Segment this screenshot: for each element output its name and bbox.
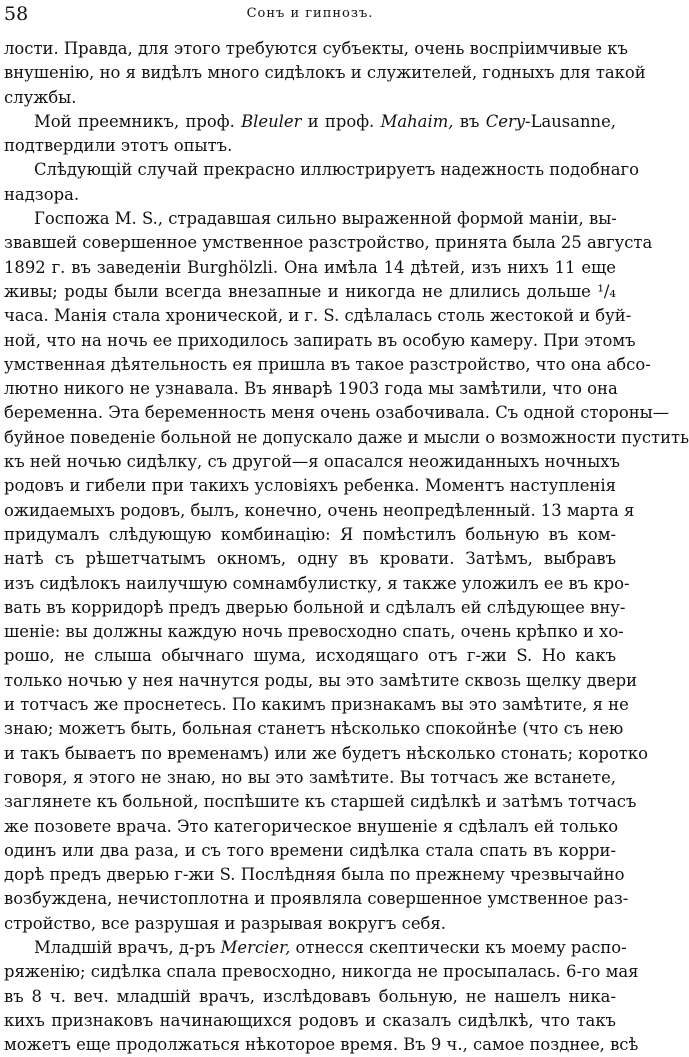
text-line: лютно никого не узнавала. Въ январѣ 1903 года мы замѣтили, что она — [4, 379, 618, 399]
text-line: заглянете къ больной, поспѣшите къ старшей сидѣлкѣ и затѣмъ тотчасъ — [4, 792, 637, 812]
text-line: 1892 г. въ заведеніи Burghölzli. Она имѣла 14 дѣтей, изъ нихъ 11 еще — [4, 257, 616, 277]
text-line: шеніе: вы должны каждую ночь превосходно спать, очень крѣпко и хо- — [4, 622, 624, 642]
text-line: буйное поведеніе больной не допускало даже и мысли о возможности пустить — [4, 427, 689, 447]
text-line: рошо, не слыша обычнаго шума, исходящаго отъ г-жи S. Но какъ — [4, 646, 616, 666]
text-line: къ ней ночью сидѣлку, съ другой—я опасался неожиданныхъ ночныхъ — [4, 452, 620, 472]
text-segment: и проф. — [301, 111, 381, 131]
text-line: только ночью у нея начнутся роды, вы это замѣтите сквозь щелку двери — [4, 670, 638, 690]
text-line: кихъ признаковъ начинающихся родовъ и сказалъ сидѣлкѣ, что такъ — [4, 1010, 616, 1030]
text-line — [4, 110, 616, 134]
text-line: одинъ или два раза, и съ того времени сидѣлка стала спать въ корри- — [4, 840, 616, 860]
text-line: въ 8 ч. веч. младшій врачъ, изслѣдовавъ больную, не нашелъ никa- — [4, 986, 616, 1006]
paragraph — [4, 936, 639, 1057]
paragraph — [4, 158, 639, 207]
text-segment: -Lausanne, — [525, 111, 617, 131]
paragraph — [4, 110, 616, 159]
text-line: возбуждена, нечистоплотна и проявляла совершенное умственное раз- — [4, 889, 629, 909]
text-line: беременна. Эта беременность меня очень озабочивала. Съ одной стороны— — [4, 403, 670, 423]
italic-name: Cery — [485, 111, 526, 131]
text-line: лости. Правда, для этого требуются субъекты, очень воспріимчивые къ — [4, 39, 628, 58]
text-line: знаю; можетъ быть, больная станетъ нѣсколько спокойнѣе (что съ нею — [4, 719, 624, 739]
text-line: стройство, все разрушая и разрывая вокругъ себя. — [4, 913, 446, 933]
body-text — [4, 37, 689, 1057]
text-line: и тотчасъ же проснетесь. По какимъ признакамъ вы это замѣтите, я не — [4, 695, 629, 715]
page-header — [0, 2, 620, 32]
text-line: родовъ и гибели при такихъ условіяхъ ребенка. Моментъ наступленія — [4, 476, 616, 496]
text-line: дорѣ предъ дверью г-жи S. Послѣдняя была по прежнему чрезвычайно — [4, 865, 625, 885]
text-line: изъ сидѣлокъ наилучшую сомнамбулистку, я также уложилъ ее въ кро- — [4, 573, 630, 593]
text-line: ной, что на ночь ее приходилось запирать въ особую камеру. При этомъ — [4, 330, 636, 350]
running-title: Сонъ и гипнозъ. — [246, 6, 374, 21]
text-line: внушенію, но я видѣлъ много сидѣлокъ и служителей, годныхъ для такой — [4, 63, 646, 83]
text-line: Слѣдующій случай прекрасно иллюстрируетъ надежность подобнаго — [34, 160, 639, 180]
italic-name: Mercier, — [220, 937, 291, 957]
paragraph — [4, 207, 689, 936]
text-segment: отнесся скептически къ моему распо- — [290, 937, 627, 957]
text-line: подтвердили этотъ опытъ. — [4, 136, 233, 156]
text-line: Госпожа М. S., страдавшая сильно выраженной формой маніи, вы- — [34, 209, 617, 229]
text-line: надзора. — [4, 184, 80, 204]
text-segment: Мой преемникъ, проф. — [34, 111, 242, 131]
italic-name: Bleuler — [241, 111, 302, 131]
text-line: живы; роды были всегда внезапные и никогда не длились дольше ¹/₄ — [4, 281, 616, 301]
text-line: можетъ еще продолжаться нѣкоторое время. Въ 9 ч., самое позднее, всѣ — [4, 1035, 639, 1055]
paragraph — [4, 37, 646, 110]
text-line: часа. Манія стала хронической, и г. S. сдѣлалась столь жестокой и буй- — [4, 306, 632, 326]
text-line: говоря, я этого не знаю, но вы это замѣтите. Вы тотчасъ же встанете, — [4, 767, 616, 787]
text-line: звавшей совершенное умственное разстройство, принята была 25 августа — [4, 233, 653, 253]
text-line: придумалъ слѣдующую комбинацію: Я помѣстилъ больную въ ком- — [4, 524, 616, 544]
text-line: ряженію; сидѣлка спала превосходно, никогда не просыпалась. 6-го мая — [4, 962, 639, 982]
text-line: натѣ съ рѣшетчатымъ окномъ, одну въ кровати. Затѣмъ, выбравъ — [4, 549, 616, 569]
text-segment: въ — [453, 111, 486, 131]
italic-name: Mahaim, — [380, 111, 454, 131]
text-line: и такъ бываетъ по временамъ) или же будетъ нѣсколько стонать; коротко — [4, 743, 648, 763]
text-line: ожидаемыхъ родовъ, былъ, конечно, очень неопредѣленный. 13 марта я — [4, 500, 635, 520]
text-line — [4, 936, 627, 960]
text-line: вать въ корридорѣ предъ дверью больной и сдѣлалъ ей слѣдующее вну- — [4, 597, 626, 617]
text-line: же позовете врача. Это категорическое внушеніе я сдѣлалъ ей только — [4, 816, 619, 836]
text-line: умственная дѣятельность ея пришла въ такое разстройство, что она абсо- — [4, 354, 651, 374]
page-number: 58 — [4, 3, 29, 25]
text-segment: Младшій врачъ, д-ръ — [34, 937, 221, 957]
text-line: службы. — [4, 87, 77, 107]
